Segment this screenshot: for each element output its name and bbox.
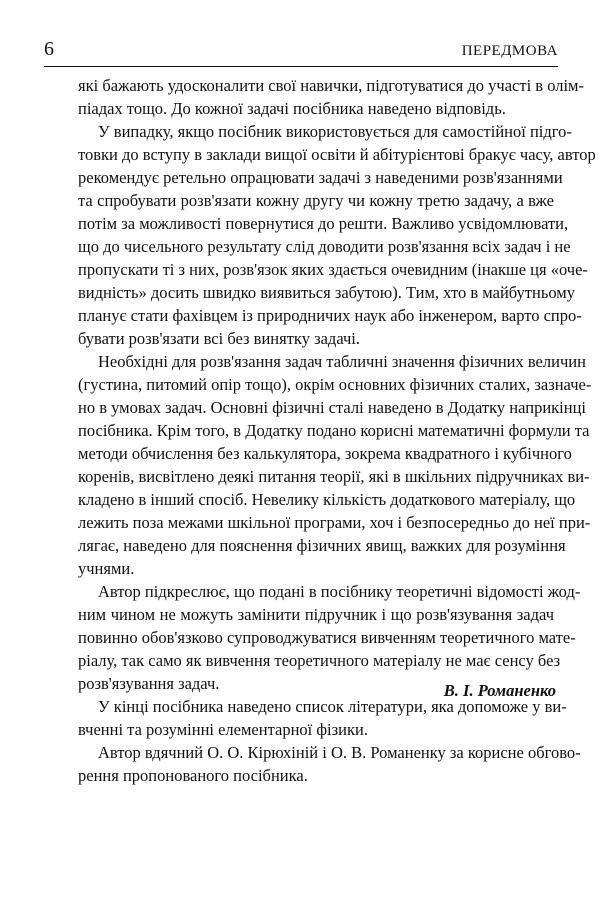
running-title: ПЕРЕДМОВА [461,43,558,59]
text-line: ріалу, так само як вивчення теоретичного матеріалу не має сенсу без [78,651,561,670]
text-line: піадах тощо. До кожної задачі посібника наведено відповідь. [78,99,506,118]
text-line: ним чином не можуть замінити підручник і що розв'язування задач [78,605,554,624]
text-line: розв'язування задач. [78,674,220,693]
text-line: коренів, висвітлено деякі питання теорії, які в шкільних підручниках ви- [78,467,590,486]
text-line: Автор підкреслює, що подані в посібнику теоретичні відомості жод- [98,582,581,601]
text-line: У кінці посібника наведено список літератури, яка допоможе у ви- [98,697,567,716]
text-line: Автор вдячний О. О. Кірюхіній і О. В. Романенку за корисне обгово- [98,743,581,762]
text-line: планує стати фахівцем із природничих наук або інженером, варто спро- [78,306,582,325]
text-line: посібника. Крім того, в Додатку подано корисні математичні формули та [78,421,590,440]
page-number: 6 [44,38,54,60]
text-line: пропускати ті з них, розв'язок яких здається очевидним (інакше ця «оче- [78,260,588,279]
text-line: кладено в інший спосіб. Невелику кількість додаткового матеріалу, що [78,490,576,509]
text-line: рекомендує ретельно опрацювати задачі з наведеними розв'язаннями [78,168,563,187]
text-line: лягає, наведено для пояснення фізичних явищ, важких для розуміння [78,536,566,555]
paragraph [78,350,592,580]
text-line: методи обчислення без калькулятора, зокрема квадратного і кубічного [78,444,572,463]
text-line: що до чисельного результату слід доводити розв'язання всіх задач і не [78,237,571,256]
page-header [44,38,558,68]
text-line: У випадку, якщо посібник використовується для самостійної підго- [98,122,572,141]
author-signature: В. І. Романенко [443,681,556,700]
text-line: видність» досить швидко виявиться забутою). Тим, хто в майбутньому [78,283,575,302]
text-line: вченні та розумінні елементарної фізики. [78,720,368,739]
text-line: потім за можливості повернутися до решти. Важливо усвідомлювати, [78,214,569,233]
header-rule [44,66,558,67]
text-line: лежить поза межами шкільної програми, хоч і безпосередньо до неї при- [78,513,591,532]
text-line: які бажають удосконалити свої навички, підготуватися до участі в олім- [78,76,584,95]
text-line: но в умовах задач. Основні фізичні сталі наведено в Додатку наприкінці [78,398,586,417]
text-line: (густина, питомий опір тощо), окрім основних фізичних сталих, зазначе- [78,375,592,394]
text-line: учнями. [78,559,135,578]
text-line: Необхідні для розв'язання задач табличні значення фізичних величин [98,352,586,371]
text-line: рення пропонованого посібника. [78,766,308,785]
text-line: товки до вступу в заклади вищої освіти й абітурієнтові бракує часу, автор [78,145,596,164]
text-line: повинно обов'язково супроводжуватися вивченням теоретичного мате- [78,628,576,647]
text-line: бувати розв'язати всі без винятку задачі. [78,329,360,348]
paragraph [78,741,581,787]
paragraph [78,580,581,695]
text-line: та спробувати розв'язати кожну другу чи кожну третю задачу, а вже [78,191,554,210]
paragraph [78,695,567,741]
paragraph [78,74,584,120]
paragraph [78,120,596,350]
